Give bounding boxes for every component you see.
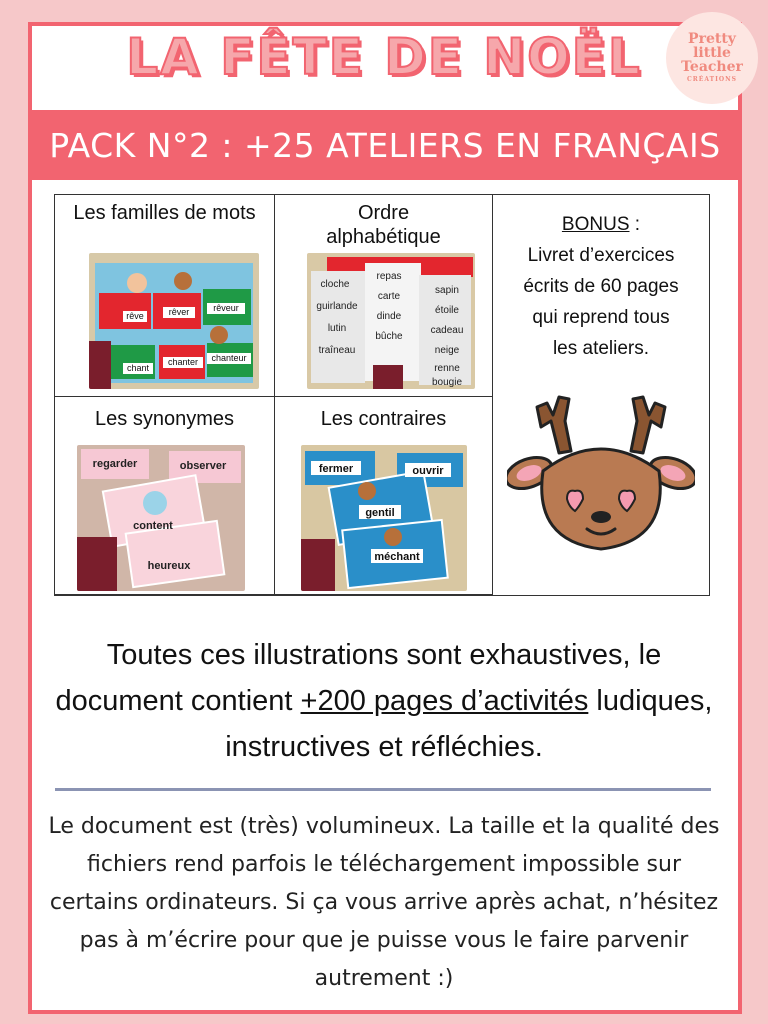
logo-line-2: little: [693, 45, 731, 61]
contraires-word-2: ouvrir: [412, 465, 444, 477]
contraires-word-3: gentil: [365, 507, 395, 519]
ordre-word-6: carte: [377, 291, 401, 302]
bonus-heading-row: [493, 209, 709, 240]
ordre-word-1: cloche: [320, 279, 350, 290]
bonus-heading-suffix: :: [629, 214, 641, 235]
familles-photo: [89, 253, 259, 389]
logo-line-3: Teacher: [681, 59, 743, 75]
ordre-word-12: neige: [434, 345, 460, 356]
familles-word-4: chant: [126, 363, 150, 373]
cell-synonymes: [55, 397, 275, 595]
ordre-word-9: sapin: [435, 285, 459, 296]
ordre-word-7: dinde: [376, 311, 402, 322]
workshop-grid: [54, 194, 710, 596]
subtitle-banner: PACK N°2 : +25 ATELIERS EN FRANÇAIS: [28, 110, 742, 180]
ordre-word-3: lutin: [327, 323, 347, 334]
bonus-line-3: qui reprend tous: [532, 307, 670, 328]
ordre-word-2: guirlande: [316, 301, 358, 312]
synonymes-photo: [77, 445, 245, 591]
contraires-word-4: méchant: [374, 551, 420, 563]
familles-word-2: rêver: [168, 307, 190, 317]
main-text-before: Toutes ces illustrations sont exhaustives, le document contient: [55, 639, 662, 717]
bonus-text: [493, 209, 709, 364]
ordre-word-11: cadeau: [430, 325, 464, 336]
logo-line-1: Pretty: [688, 31, 736, 47]
ordre-word-10: étoile: [435, 305, 459, 316]
bonus-line-4: les ateliers.: [552, 338, 650, 359]
bonus-line-2: écrits de 60 pages: [523, 276, 679, 297]
cell-label: Ordre alphabétique: [326, 202, 441, 248]
cell-label: Les familles de mots: [73, 202, 256, 224]
reindeer-icon: [507, 391, 695, 561]
contraires-word-1: fermer: [318, 463, 354, 475]
ordre-photo: [307, 253, 475, 389]
ordre-word-13: renne: [434, 363, 460, 374]
contraires-photo: [301, 445, 467, 591]
cell-label: Les synonymes: [95, 408, 234, 430]
bonus-line-1: Livret d’exercices: [527, 245, 675, 266]
synonymes-word-1: regarder: [92, 458, 138, 470]
brand-logo: [666, 12, 758, 104]
ordre-word-5: repas: [376, 271, 402, 282]
ordre-word-14: bougie: [431, 377, 463, 388]
cell-familles-de-mots: [55, 195, 275, 397]
cell-contraires: [275, 397, 493, 595]
familles-word-1: rêve: [126, 311, 144, 321]
ordre-word-4: traîneau: [318, 345, 356, 356]
familles-word-3: rêveur: [213, 303, 239, 313]
familles-word-6: chanteur: [211, 353, 247, 363]
cell-label: Les contraires: [320, 408, 447, 430]
ordre-word-8: bûche: [375, 331, 403, 342]
page-title: LA FÊTE DE NOËL: [126, 28, 642, 86]
synonymes-word-4: heureux: [147, 560, 191, 572]
synonymes-word-2: observer: [179, 460, 227, 472]
section-divider: [55, 788, 711, 791]
main-highlight: +200 pages d’activités: [300, 685, 589, 717]
main-text-after: ludiques, instructives et réfléchies.: [225, 685, 713, 763]
cell-ordre-alphabetique: [275, 195, 493, 397]
download-note: Le document est (très) volumineux. La taille et la qualité des fichiers rend parfois le téléchargement impossible sur certains ordinateurs. Si ça vous arrive après achat, n’hésitez pas à m’écrire pour que je puisse vous le faire parvenir autrement :): [48, 814, 720, 991]
synonymes-word-3: content: [133, 520, 173, 532]
bonus-heading: BONUS: [561, 214, 630, 235]
familles-word-5: chanter: [167, 357, 199, 367]
bonus-panel: [493, 195, 709, 595]
logo-line-4: CRÉATIONS: [687, 76, 737, 83]
main-description: [40, 632, 728, 770]
